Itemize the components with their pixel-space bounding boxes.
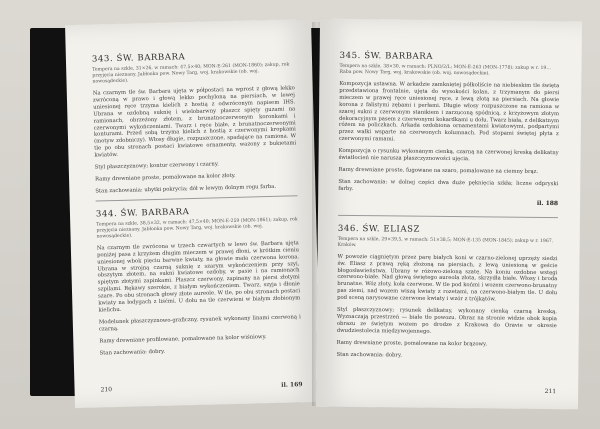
entry-style: Styl płaszczyznowy; kontur czerwony i czarny. xyxy=(94,161,219,171)
right-page-content xyxy=(336,51,559,366)
entry-description: Na czarnym tle św. Barbara ujęta w półpostaci na wprost z głową lekko zwróconą w prawo i głową lekko pochyloną na piersiach, w lewej uniesionej ręce trzyma kielich z hostią z odwróconym napisem IHS. Ubrana w ozdobną suknię i wielobarwny płaszcz spięty guzami na ramionach, obrzeżony złotem, z brunatnoczerwonym koronkami i czerwonymi wykończeniami. Twarz i ręce białe, z brunatnoczerwonymi konturami. Przed sobą trzyma kielich z hostią z czerwonymi kropkami (motyw zdobniczy). Włosy długie, rozpuszczone, spadające na ramiona. W tle po obu stronach postaci kwiatowe ornamenty, wazony z bukietami kwiatów. xyxy=(92,85,297,159)
page-number: 210 xyxy=(100,386,113,394)
entry-frame: Ramy drewniane proste, pomalowane na kolor złoty. xyxy=(94,172,236,183)
entry-metadata: Tempera na szkle, 29×39,5, w ramach: 51×38,5; MON-E-135 (MON-1845); zakup w r. 1967. Kraków. xyxy=(337,236,554,248)
entry-condition: Stan zachowania: ubytki pokrycia; dół w lewym dolnym rogu farba. xyxy=(95,183,277,195)
entry-style: Styl płaszczyznowy; rysunek delikatny, wykonany cienką czarną kreską. Wyznaczają przestrzeń — białe tło powozu. Obraz na stronie widzie obok kopia obrazu ze świętym wozem po drodze z Krakowa do Oravie w okresie dwudziestolecia międzywojennego. xyxy=(336,306,558,335)
entry-heading: 346. ŚW. ELIASZ xyxy=(337,223,421,235)
entry-divider xyxy=(96,195,298,201)
entry-description: Kompozycja ustawna. W arkadzie zamkniętej półkoliście na niebieskim tle święta przedstawiona frontalnie, ujęta do wysokości kolan, z trzymanym do piersi mieczem w prawej ręce uniesionej ręce, z lewą złotą na piersiach. Na głowie korona z falistymi zębami i perłami. Długie włosy rozpuszczone na ramiona w szarej sukni z czerwonym stanikiem i zarzuconą spódnicą, z krzyżowym złotym dekoracyjnym pasem z czerwonymi kokardkami u dołu. Twarz biała, z delikatnym różem na policzkach. Arkada ozdobiona ornamentami kwiatowymi, podpartymi przez wałki wsparte na czerwonych kolumnach. Pod stopami świętej płyta z czerwonymi ramami. xyxy=(338,80,560,143)
right-page-footer xyxy=(336,386,556,395)
entry-heading: 345. ŚW. BARBARA xyxy=(339,50,434,62)
entry-description: W powozie ciągniętym przez parę białych koni w czarno-zielonej uprzęży siedzi św. Eliasz z prawą ręką złożoną na piersiach, z lewą uniesioną w geście błogosławieństwa. Ubrany w różowo-zieloną szatę. Na koniu ozdobne wstęgi czerwono-białe. Nad głową świętego aureola złota, skrzydła białe. Włosy i broda brunatne. Wóz złoty, koła czerwone. W tle pod końmi i wozem czerwono-brunatny pas ziemi, nad wozem wiszą kwiaty z rozetami, na czerwono-białym tle. U dołu pod sceną narysowane czerwone kwiaty i wzór z trójkątów. xyxy=(337,253,558,303)
page-number: 211 xyxy=(544,388,557,396)
left-page xyxy=(65,19,321,408)
entry-heading: 344. ŚW. BARBARA xyxy=(95,206,190,220)
entry-frame: Ramy drewniane proste, pomalowane na kolor brązowy. xyxy=(336,339,488,348)
entry-style: Modelunek płaszczyznowo-graficzny, rysunek wykonany linami czerwoną i czarną. xyxy=(98,314,301,333)
entry-metadata: Tempera na szkle, 38×30, w ramach: PLNO/2/L; MON-E-263 (MON-1778); zakup w r. 19… Raba pow. Nowy Targ, woj. krakowskie (ob. woj. nowosądeckie). xyxy=(339,63,551,77)
entry-frame: Ramy drewniane profilowane, pomalowane na kolor wiśniowy. xyxy=(99,333,267,345)
entry-frame: Ramy drewniane proste, fugowane na szaro, pomalowane na ciemny brąz. xyxy=(338,166,539,175)
entry-divider xyxy=(338,215,558,218)
entry-style: Kompozycja o rysunku wykonanym cienką, czarną na czerwonej kreską delikatny światłocień nie narusza płaszczyznowości ujęcia. xyxy=(338,147,559,163)
entry-metadata: Tempera na szkle, 38,5×32, w ramach: 47,5×40; MON-E-259 (MON-1861); zakup, rok przyjęcia nieznany. Jabłonka pow. Nowy Targ, woj. krakowskie (ob. woj. nowosądeckie). xyxy=(96,217,298,240)
entry-condition: Stan zachowania: dobry. xyxy=(336,351,402,359)
right-page xyxy=(316,19,582,410)
entry-description: Na czarnym tle zwrócona w trzech czwartych w lewo św. Barbara ujęta poniżej pasa z krzyżem długim mieczem w prawej dłoni, w krótkim cieniu uniesionej wbok pięciu barwne kwiaty, na głowie mała czerwona korona. Ubrana w strojną czarną suknię z szarym wykończeniem przy szyi, obszytym złotem, na sukni kwiatowe ozdoby, w pasie i na ramionach spiętym złotymi zapinkami. Płaszcz czerwony, zapinany na piersi złotymi szpilami. Rękawy szerokie, z białym wykończeniem. Twarz, szyja i dłonie szare. Po obu stronach głowy złote aureole. W tle, po obu stronach postaci kwiaty na łodygach z liśćmi. U dołu na tle czerwieni w białym żłobionym kielichu. xyxy=(96,240,301,314)
entry-condition: Stan zachowania: w dolnej części dwa duże pęknięcia szkła; liczne odpryski farby. xyxy=(338,178,559,192)
left-page-content xyxy=(92,49,302,362)
entry-condition: Stan zachowania: dobry. xyxy=(99,348,166,357)
illustration-ref: il. 188 xyxy=(536,199,559,207)
entry-heading: 343. ŚW. BARBARA xyxy=(91,52,186,65)
illustration-ref: il. 169 xyxy=(281,381,303,389)
entry-metadata: Tempera na szkle, 31×26, w ramach: 47,5×40; MON-E-261 (MON-1860); zakup, rok przyjęcia nieznany. Jabłonka pow. Nowy Targ, woj. krakowskie (ob. woj. nowosądeckie). xyxy=(92,62,290,85)
left-page-footer xyxy=(100,381,302,393)
